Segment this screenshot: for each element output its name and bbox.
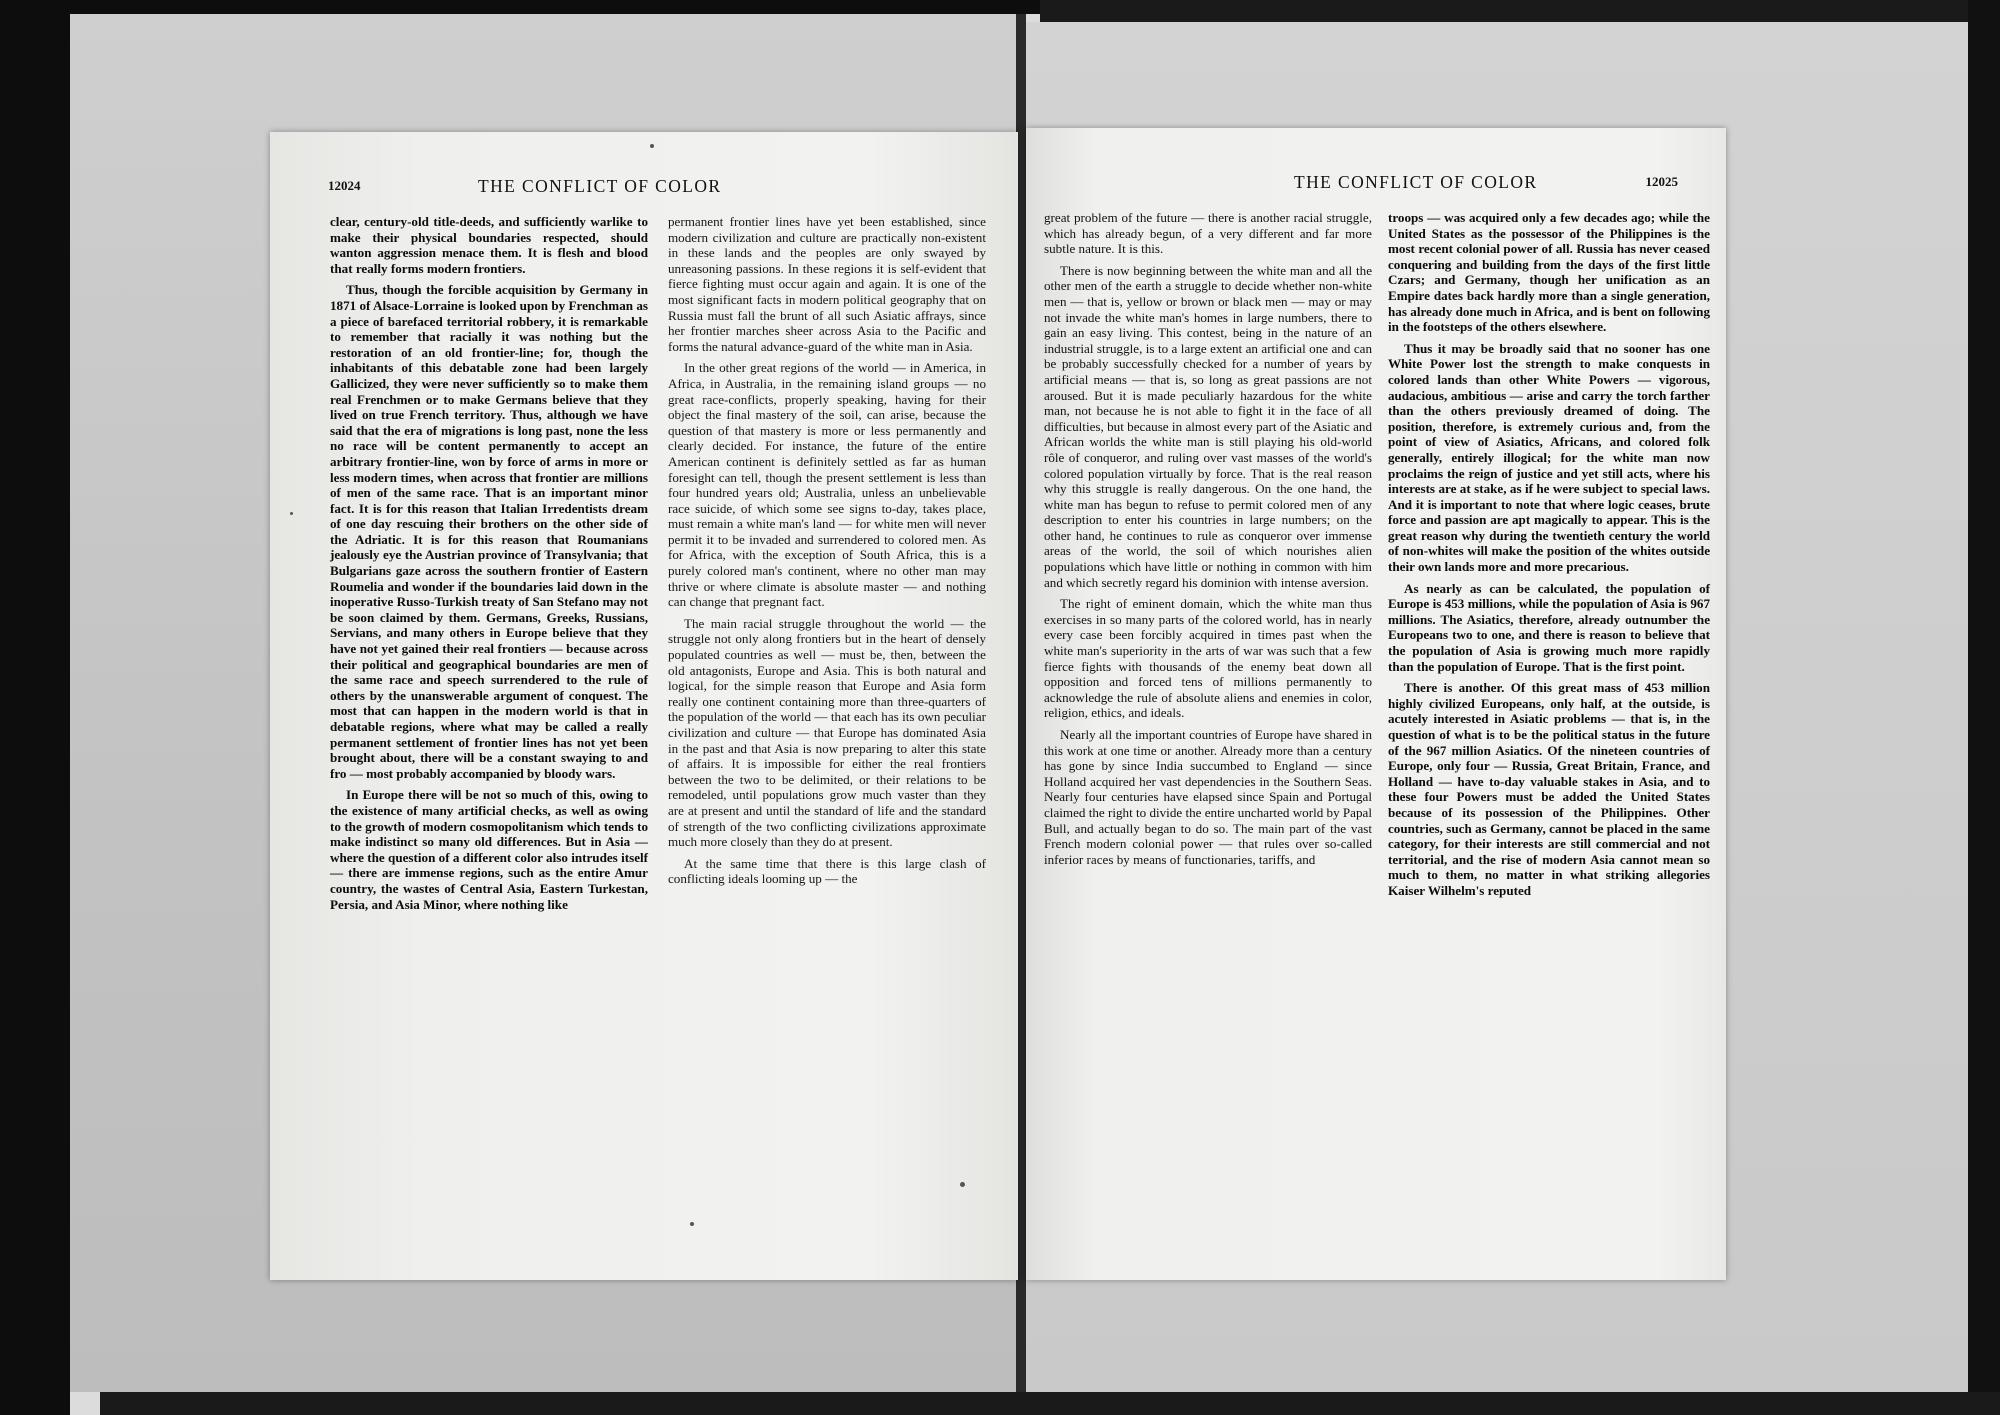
paper-speck [960, 1182, 965, 1187]
paragraph: In Europe there will be not so much of this, owing to the existence of many artificial checks, as well as owing to the growth of modern cosmopolitanism which tends to make indistinct so many old differences. But in Asia — where the question of a different color also intrudes itself — there are immense regions, such as the entire Amur country, the wastes of Central Asia, Eastern Turkestan, Persia, and Asia Minor, where nothing like [330, 787, 648, 912]
paragraph: In the other great regions of the world — in America, in Africa, in Australia, in the remaining island groups — no great race-conflicts, properly speaking, having for their object the final mastery of the soil, can arise, because the question of that mastery is more or less permanently and clearly decided. For instance, the future of the entire American continent is definitely settled as far as human foresight can tell, though the present settlement is less than four hundred years old; Australia, unless an unbelievable race suicide, of which some see signs to-day, takes place, must remain a white man's land — for white men will never permit it to be invaded and surrendered to colored men. As for Africa, with the exception of South Africa, this is a purely colored man's continent, where no other man may thrive or where climate is absolute master — and nothing can change that pregnant fact. [668, 360, 986, 610]
right-page-column-2 [1388, 210, 1710, 905]
paper-speck [690, 1222, 694, 1226]
paragraph: As nearly as can be calculated, the population of Europe is 453 millions, while the population of Asia is 967 millions. The Asiatics, therefore, already outnumber the Europeans two to one, and there is reason to believe that the population of Asia is growing much more rapidly than the population of Europe. That is the first point. [1388, 580, 1710, 674]
running-head-title-left: THE CONFLICT OF COLOR [478, 176, 722, 196]
paragraph: The right of eminent domain, which the white man thus exercises in so many parts of the colored world, has in nearly every case been forcibly acquired in times past when the white man's superiority in the arts of war was such that a few fierce fights with thousands of the enemy beat down all opposition and forced tens of millions permanently to acknowledge the rule of absolute aliens and enemies in color, religion, ethics, and ideals. [1044, 596, 1372, 721]
scan-border-right [1968, 0, 2000, 1415]
running-head-right [1084, 172, 1678, 196]
paragraph: clear, century-old title-deeds, and sufficiently warlike to make their physical boundaries respected, should wanton aggression menace them. It is flesh and blood that really forms modern frontiers. [330, 214, 648, 276]
paragraph: The main racial struggle throughout the world — the struggle not only along frontiers but in the heart of densely populated countries as well — must be, then, between the old antagonists, Europe and Asia. This is both natural and logical, for the simple reason that Europe and Asia form really one continent containing more than three-quarters of the population of the world — that each has its own peculiar civilization and culture — that Europe has dominated Asia in the past and that Asia is now preparing to alter this state of affairs. It is impossible for either the real frontiers between the two to be delimited, or their relations to be remodeled, until populations grow much vaster than they are at present and until the standard of life and the standard of strength of the two conflicting civilizations approximate much more closely than they do at present. [668, 615, 986, 850]
page-number-left: 12024 [328, 178, 361, 193]
paragraph: Thus it may be broadly said that no sooner has one White Power lost the strength to make conquests in colored lands than other White Powers — vigorous, audacious, ambitious — arise and carry the torch farther than the others previously dreamed of doing. The position, therefore, is extremely curious and, from the point of view of Asiatics, Africans, and colored folk generally, entirely illogical; for the white man now proclaims the reign of justice and yet still acts, where his interests are at stake, as if he were subject to special laws. And it is important to note that where logic ceases, brute force and passion are apt magically to appear. This is the great reason why during the twentieth century the world of non-whites will make the position of the whites outside their own lands more and more precarious. [1388, 340, 1710, 575]
running-head-title-right: THE CONFLICT OF COLOR [1294, 172, 1538, 192]
paragraph: troops — was acquired only a few decades ago; while the United States as the possessor of the Philippines is the most recent colonial power of all. Russia has never ceased conquering and building from the days of the first little Czars; and Germany, though her unification as an Empire dates back hardly more than a single generation, has already done much in Africa, and is bent on following in the footsteps of the others elsewhere. [1388, 210, 1710, 335]
left-page-column-2 [668, 214, 986, 893]
right-page [1026, 128, 1726, 1280]
left-page [270, 132, 1018, 1280]
paragraph: There is now beginning between the white man and all the other men of the earth a struggle to decide whether non-white men — that is, yellow or brown or black men — may or may not invade the white man's homes in large numbers, there to gain an easy living. This contest, being in the nature of an industrial struggle, is to a large extent an artificial one and can be probably successfully checked for a number of years by artificial means — that is, so long as great passions are not aroused. But it is made peculiarly hazardous for the white man, not because he is not able to fight it in the face of all difficulties, but because in almost every part of the Asiatic and African worlds the white man is still playing his old-world rôle of conqueror, and ruling over vast masses of the world's colored population virtually by force. That is the real reason why this struggle is really dangerous. On the one hand, the white man has begun to refuse to permit colored men of any description to enter his countries in large numbers; on the other hand, he continues to rule as conqueror over immense areas of the world, the soil of which nourishes alien populations which have little or nothing in common with him and which secretly regard his dominion with intense aversion. [1044, 262, 1372, 590]
paper-speck [290, 512, 293, 515]
paragraph: Thus, though the forcible acquisition by Germany in 1871 of Alsace-Lorraine is looked upon by Frenchman as a piece of barefaced territorial robbery, it is remarkable to remember that racially it was nothing but the restoration of an old frontier-line; for, though the inhabitants of this debatable zone had been largely Gallicized, they were never sufficiently so to make them real Frenchmen or to make Germans believe that they lived on true French territory. Thus, although we have said that the era of migrations is long past, none the less no race will be content permanently to accept an arbitrary frontier-line, won by force of arms in more or less modern times, when across that frontier are millions of men of the same race. That is an important minor fact. It is for this reason that Italian Irredentists dream of one day rescuing their brothers on the other side of the Adriatic. It is for this reason that Roumanians jealously eye the Austrian province of Transylvania; that Bulgarians gaze across the southern frontier of Eastern Roumelia and wonder if the boundaries laid down in the inoperative Russo-Turkish treaty of San Stefano may not be soon claimed by them. Germans, Greeks, Russians, Servians, and many others in Europe believe that they have not yet gained their real frontiers — because across their political and geographical boundaries are men of the same race and speech surrendered to the rule of others by the unanswerable argument of conquest. The most that can happen in the modern world is that in debatable regions, where what may be called a really permanent settlement of frontier lines has not yet been brought about, there will be a constant swaying to and fro — most probably accompanied by bloody wars. [330, 282, 648, 781]
scan-border-top-right [1040, 0, 2000, 22]
paragraph: permanent frontier lines have yet been established, since modern civilization and culture are practically non-existent in these lands and the peoples are only swayed by unreasoning passions. In these regions it is self-evident that fierce fighting must occur again and again. It is one of the most significant facts in modern political geography that on Russia must fall the brunt of all such Asiatic affrays, since her frontier marches sheer across Asia to the Pacific and forms the natural advance-guard of the white man in Asia. [668, 214, 986, 354]
paragraph: There is another. Of this great mass of 453 million highly civilized Europeans, only half, at the outside, is acutely interested in Asiatic problems — that is, in the question of what is to be the political status in the future of the 967 million Asiatics. Of the nineteen countries of Europe, only four — Russia, Great Britain, France, and Holland — have to-day valuable stakes in Asia, and to these four Powers must be added the United States because of its possession of the Philippines. Other countries, such as Germany, cannot be placed in the same category, for their interests are still commercial and not territorial, and the rise of modern Asia cannot mean so much to them, no matter in what striking allegories Kaiser Wilhelm's reputed [1388, 680, 1710, 898]
paragraph: great problem of the future — there is another racial struggle, which has already begun, of a very different and far more subtle nature. It is this. [1044, 210, 1372, 257]
scan-border-left [0, 0, 70, 1415]
paragraph: Nearly all the important countries of Europe have shared in this work at one time or another. Already more than a century has gone by since India succumbed to England — since Holland acquired her vast dependencies in the Southern Seas. Nearly four centuries have elapsed since Spain and Portugal claimed the right to divide the entire uncharted world by Papal Bull, and actually began to do so. The main part of the vast French modern colonial power — that rules over so-called inferior races by means of functionaries, tariffs, and [1044, 727, 1372, 867]
page-number-right: 12025 [1645, 174, 1678, 189]
scan-border-bottom [100, 1392, 2000, 1415]
left-page-column-1 [330, 214, 648, 918]
running-head-left [328, 176, 970, 200]
right-page-column-1 [1044, 210, 1372, 873]
paragraph: At the same time that there is this large clash of conflicting ideals looming up — the [668, 855, 986, 887]
paper-speck [650, 144, 654, 148]
